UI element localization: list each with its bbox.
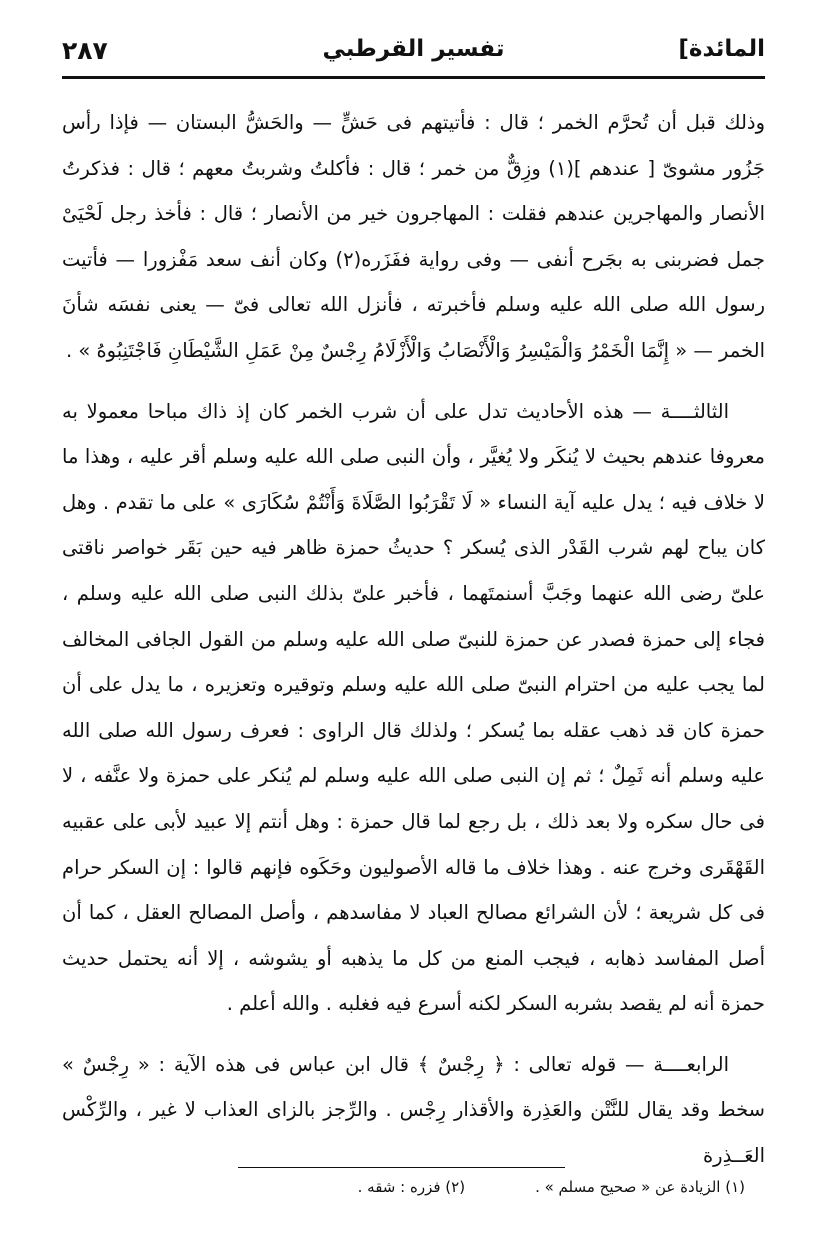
page-number: ٢٨٧ bbox=[62, 36, 108, 65]
paragraph-fourth-issue: الرابعــــة — قوله تعالى : ﴿ رِجْسٌ ﴾ قال ابن عباس فى هذه الآية : « رِجْسٌ » سخط وقد يقال للنَّتْن والعَذِرة والأقذار رِجْس . والرِّجز بالزاى العذاب لا غير ، والرِّكْس العَــذِرة bbox=[62, 1052, 765, 1168]
book-title: تفسير القرطبي bbox=[322, 36, 505, 62]
footnotes bbox=[180, 1178, 745, 1196]
paragraph-third-issue: الثالثــــة — هذه الأحاديث تدل على أن شرب الخمر كان إذ ذاك مباحا معمولا به معروفا عندهم بحيث لا يُنكَر ولا يُغيَّر ، وأن النبى صلى الله عليه وسلم أقر عليه ، وهذا ما لا خلاف فيه ؛ يدل عليه آية النساء « لَا تَقْرَبُوا الصَّلَاةَ وَأَنْتُمْ سُكَارَى » على ما تقدم . وهل كان يباح لهم شرب القَدْر الذى يُسكر ؟ حديثُ حمزة ظاهر فيه حين بَقَر خواصر ناقتى علىّ رضى الله عنهما وجَبَّ أسنمتَهما ، فأخبر علىّ بذلك النبى صلى الله عليه وسلم ، فجاء إلى حمزة فصدر عن حمزة للنبىّ صلى الله عليه وسلم من القول الجافى المخالف لما يجب عليه من احترام النبىّ صلى الله عليه وسلم وتوقيره وتعزيره ، ما يدل على أن حمزة كان قد ذهب عقله بما يُسكر ؛ ولذلك قال الراوى : فعرف رسول الله صلى الله عليه وسلم أنه ثَمِلٌ ؛ ثم إن النبى صلى الله عليه وسلم لم يُنكر على حمزة ولا عنَّفه ، لا فى حال سكره ولا بعد ذلك ، بل رجع لما قال حمزة : وهل أنتم إلا عبيد لأبى على عقبيه القَهْقَرى وخرج عنه . وهذا خلاف ما قاله الأصوليون وحَكَوه فإنهم قالوا : إن السكر حرام فى كل شريعة ؛ لأن الشرائع مصالح العباد لا مفاسدهم ، وأصل المصالح العقل ، كما أن أصل المفاسد ذهابه ، فيجب المنع من كل ما يذهبه أو يشوشه ، إلا أنه يحتمل حديث حمزة أنه لم يقصد بشربه السكر لكنه أسرع فيه فغلبه . والله أعلم . bbox=[62, 399, 765, 1016]
surah-name: المائدة] bbox=[678, 36, 765, 62]
paragraph-opening: وذلك قبل أن تُحرَّم الخمر ؛ قال : فأتيتهم فى حَشٍّ — والحَشُّ البستان — فإذا رأس جَزُور مشوىّ [ عندهم ](١) وزِقٌّ من خمر ؛ قال : فأكلتُ وشربتُ معهم ؛ قال : فذكرتُ الأنصار والمهاجرين عندهم فقلت : المهاجرون خير من الأنصار ؛ قال : فأخذ رجل لَحْيَىْ جمل فضربنى به بجَرح أنفى — وفى رواية ففَزَره(٢) وكان أنف سعد مَفْزورا — فأتيت رسول الله صلى الله عليه وسلم فأخبرته ، فأنزل الله تعالى فىّ — يعنى نفسَه شأنَ الخمر — « إِنَّمَا الْخَمْرُ وَالْمَيْسِرُ وَالْأَنْصَابُ وَالْأَزْلَامُ رِجْسٌ مِنْ عَمَلِ الشَّيْطَانِ فَاجْتَنِبُوهُ » . bbox=[62, 111, 765, 362]
footnote-1: (١) الزيادة عن « صحيح مسلم » . bbox=[535, 1178, 745, 1196]
footnote-2: (٢) فزره : شقه . bbox=[357, 1178, 466, 1196]
page-header bbox=[62, 30, 765, 79]
footnote-divider bbox=[238, 1167, 565, 1168]
page-body bbox=[62, 100, 765, 1168]
